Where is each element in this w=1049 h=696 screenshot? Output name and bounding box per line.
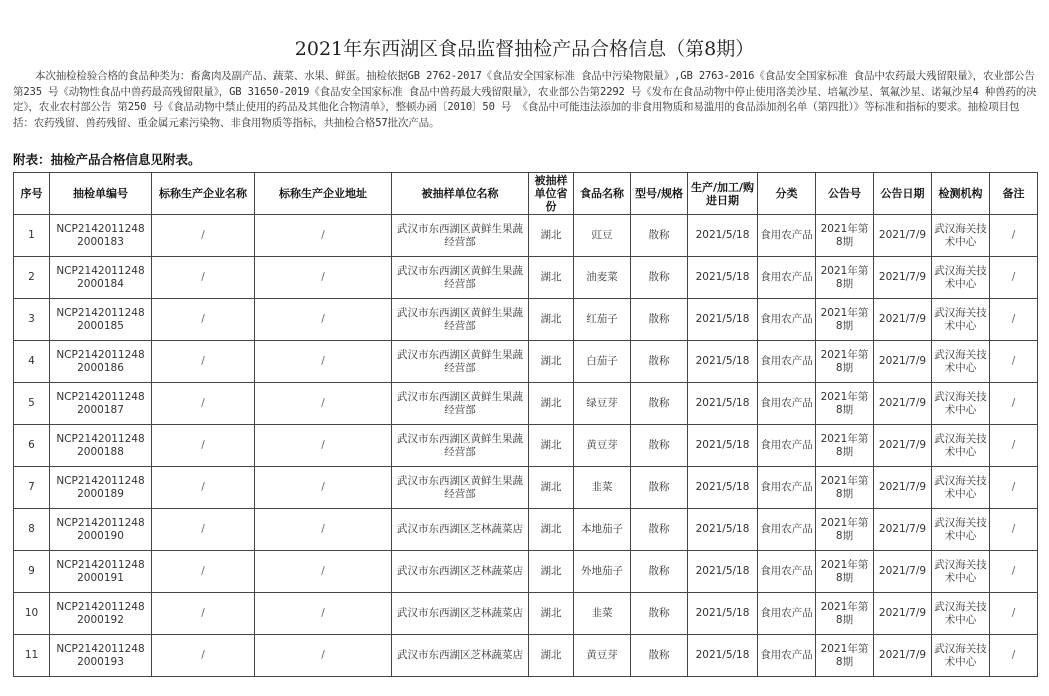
cell-index: 5 bbox=[14, 383, 50, 425]
cell-date: 2021/5/18 bbox=[688, 551, 758, 593]
cell-spec: 散称 bbox=[631, 551, 688, 593]
cell-notice-no: 2021年第8期 bbox=[816, 635, 874, 677]
table-row bbox=[14, 383, 1038, 425]
cell-category: 食用农产品 bbox=[758, 551, 816, 593]
col-header-lab: 检测机构 bbox=[932, 173, 990, 215]
cell-sample-id: NCP2142011248 2000188 bbox=[50, 425, 152, 467]
col-header-sample-id: 抽检单编号 bbox=[50, 173, 152, 215]
cell-sample-id: NCP2142011248 2000184 bbox=[50, 257, 152, 299]
cell-category: 食用农产品 bbox=[758, 383, 816, 425]
col-header-sampled-unit: 被抽样单位名称 bbox=[392, 173, 529, 215]
cell-remark: / bbox=[990, 635, 1038, 677]
cell-province: 湖北 bbox=[529, 425, 574, 467]
page-title: 2021年东西湖区食品监督抽检产品合格信息（第8期） bbox=[294, 38, 755, 60]
cell-remark: / bbox=[990, 341, 1038, 383]
col-header-category: 分类 bbox=[758, 173, 816, 215]
cell-food-name: 韭菜 bbox=[574, 467, 631, 509]
cell-food-name: 白茄子 bbox=[574, 341, 631, 383]
cell-notice-date: 2021/7/9 bbox=[874, 509, 932, 551]
cell-sampled-unit: 武汉市东西湖区芝林蔬菜店 bbox=[392, 593, 529, 635]
cell-date: 2021/5/18 bbox=[688, 299, 758, 341]
cell-lab: 武汉海关技术中心 bbox=[932, 593, 990, 635]
table-row bbox=[14, 635, 1038, 677]
cell-producer-name: / bbox=[152, 341, 255, 383]
cell-spec: 散称 bbox=[631, 509, 688, 551]
cell-food-name: 油麦菜 bbox=[574, 257, 631, 299]
cell-notice-no: 2021年第8期 bbox=[816, 593, 874, 635]
cell-index: 6 bbox=[14, 425, 50, 467]
cell-index: 10 bbox=[14, 593, 50, 635]
cell-index: 1 bbox=[14, 215, 50, 257]
cell-lab: 武汉海关技术中心 bbox=[932, 425, 990, 467]
cell-notice-no: 2021年第8期 bbox=[816, 383, 874, 425]
cell-spec: 散称 bbox=[631, 593, 688, 635]
cell-remark: / bbox=[990, 593, 1038, 635]
cell-sample-id: NCP2142011248 2000185 bbox=[50, 299, 152, 341]
cell-producer-name: / bbox=[152, 635, 255, 677]
cell-notice-date: 2021/7/9 bbox=[874, 635, 932, 677]
cell-notice-no: 2021年第8期 bbox=[816, 299, 874, 341]
cell-notice-date: 2021/7/9 bbox=[874, 341, 932, 383]
cell-lab: 武汉海关技术中心 bbox=[932, 551, 990, 593]
cell-notice-date: 2021/7/9 bbox=[874, 425, 932, 467]
cell-lab: 武汉海关技术中心 bbox=[932, 635, 990, 677]
col-header-remark: 备注 bbox=[990, 173, 1038, 215]
cell-spec: 散称 bbox=[631, 215, 688, 257]
cell-category: 食用农产品 bbox=[758, 593, 816, 635]
cell-sampled-unit: 武汉市东西湖区芝林蔬菜店 bbox=[392, 509, 529, 551]
cell-producer-name: / bbox=[152, 215, 255, 257]
cell-spec: 散称 bbox=[631, 467, 688, 509]
cell-producer-address: / bbox=[255, 299, 392, 341]
cell-index: 3 bbox=[14, 299, 50, 341]
cell-lab: 武汉海关技术中心 bbox=[932, 257, 990, 299]
cell-notice-date: 2021/7/9 bbox=[874, 299, 932, 341]
cell-food-name: 绿豆芽 bbox=[574, 383, 631, 425]
cell-food-name: 豇豆 bbox=[574, 215, 631, 257]
cell-sample-id: NCP2142011248 2000190 bbox=[50, 509, 152, 551]
cell-date: 2021/5/18 bbox=[688, 257, 758, 299]
cell-spec: 散称 bbox=[631, 425, 688, 467]
cell-sample-id: NCP2142011248 2000192 bbox=[50, 593, 152, 635]
cell-notice-no: 2021年第8期 bbox=[816, 509, 874, 551]
cell-province: 湖北 bbox=[529, 551, 574, 593]
col-header-province: 被抽样单位省份 bbox=[529, 173, 574, 215]
cell-notice-date: 2021/7/9 bbox=[874, 551, 932, 593]
appendix-heading: 附表：抽检产品合格信息见附表。 bbox=[13, 152, 201, 167]
cell-date: 2021/5/18 bbox=[688, 635, 758, 677]
cell-sampled-unit: 武汉市东西湖区黄鲜生果蔬经营部 bbox=[392, 341, 529, 383]
cell-food-name: 外地茄子 bbox=[574, 551, 631, 593]
cell-food-name: 黄豆芽 bbox=[574, 635, 631, 677]
cell-sampled-unit: 武汉市东西湖区黄鲜生果蔬经营部 bbox=[392, 425, 529, 467]
cell-province: 湖北 bbox=[529, 215, 574, 257]
cell-date: 2021/5/18 bbox=[688, 383, 758, 425]
cell-producer-address: / bbox=[255, 257, 392, 299]
cell-remark: / bbox=[990, 509, 1038, 551]
cell-spec: 散称 bbox=[631, 383, 688, 425]
cell-notice-no: 2021年第8期 bbox=[816, 425, 874, 467]
cell-sample-id: NCP2142011248 2000183 bbox=[50, 215, 152, 257]
cell-category: 食用农产品 bbox=[758, 341, 816, 383]
cell-province: 湖北 bbox=[529, 299, 574, 341]
cell-remark: / bbox=[990, 215, 1038, 257]
cell-index: 9 bbox=[14, 551, 50, 593]
table-row bbox=[14, 299, 1038, 341]
col-header-notice-date: 公告日期 bbox=[874, 173, 932, 215]
cell-province: 湖北 bbox=[529, 467, 574, 509]
cell-date: 2021/5/18 bbox=[688, 509, 758, 551]
cell-producer-address: / bbox=[255, 551, 392, 593]
table-row bbox=[14, 425, 1038, 467]
cell-notice-date: 2021/7/9 bbox=[874, 383, 932, 425]
cell-lab: 武汉海关技术中心 bbox=[932, 509, 990, 551]
cell-sampled-unit: 武汉市东西湖区黄鲜生果蔬经营部 bbox=[392, 299, 529, 341]
table-row bbox=[14, 215, 1038, 257]
cell-producer-address: / bbox=[255, 509, 392, 551]
cell-category: 食用农产品 bbox=[758, 215, 816, 257]
cell-producer-address: / bbox=[255, 635, 392, 677]
cell-index: 11 bbox=[14, 635, 50, 677]
cell-index: 7 bbox=[14, 467, 50, 509]
cell-producer-name: / bbox=[152, 425, 255, 467]
col-header-spec: 型号/规格 bbox=[631, 173, 688, 215]
cell-remark: / bbox=[990, 425, 1038, 467]
cell-sampled-unit: 武汉市东西湖区黄鲜生果蔬经营部 bbox=[392, 215, 529, 257]
cell-date: 2021/5/18 bbox=[688, 467, 758, 509]
cell-lab: 武汉海关技术中心 bbox=[932, 299, 990, 341]
table-row bbox=[14, 257, 1038, 299]
cell-sample-id: NCP2142011248 2000193 bbox=[50, 635, 152, 677]
cell-remark: / bbox=[990, 467, 1038, 509]
cell-lab: 武汉海关技术中心 bbox=[932, 383, 990, 425]
cell-producer-name: / bbox=[152, 551, 255, 593]
table-row bbox=[14, 341, 1038, 383]
cell-spec: 散称 bbox=[631, 299, 688, 341]
cell-notice-no: 2021年第8期 bbox=[816, 257, 874, 299]
cell-date: 2021/5/18 bbox=[688, 341, 758, 383]
cell-index: 4 bbox=[14, 341, 50, 383]
cell-producer-name: / bbox=[152, 299, 255, 341]
cell-producer-name: / bbox=[152, 383, 255, 425]
cell-category: 食用农产品 bbox=[758, 299, 816, 341]
cell-producer-name: / bbox=[152, 593, 255, 635]
table-row bbox=[14, 467, 1038, 509]
cell-notice-no: 2021年第8期 bbox=[816, 467, 874, 509]
col-header-food-name: 食品名称 bbox=[574, 173, 631, 215]
cell-sample-id: NCP2142011248 2000189 bbox=[50, 467, 152, 509]
cell-remark: / bbox=[990, 299, 1038, 341]
cell-category: 食用农产品 bbox=[758, 467, 816, 509]
cell-sample-id: NCP2142011248 2000186 bbox=[50, 341, 152, 383]
cell-sample-id: NCP2142011248 2000187 bbox=[50, 383, 152, 425]
inspection-table bbox=[13, 172, 1038, 677]
cell-notice-no: 2021年第8期 bbox=[816, 341, 874, 383]
cell-category: 食用农产品 bbox=[758, 257, 816, 299]
cell-producer-name: / bbox=[152, 509, 255, 551]
cell-sampled-unit: 武汉市东西湖区芝林蔬菜店 bbox=[392, 635, 529, 677]
col-header-index: 序号 bbox=[14, 173, 50, 215]
cell-date: 2021/5/18 bbox=[688, 215, 758, 257]
cell-date: 2021/5/18 bbox=[688, 593, 758, 635]
cell-sampled-unit: 武汉市东西湖区芝林蔬菜店 bbox=[392, 551, 529, 593]
cell-notice-no: 2021年第8期 bbox=[816, 215, 874, 257]
cell-date: 2021/5/18 bbox=[688, 425, 758, 467]
cell-notice-date: 2021/7/9 bbox=[874, 215, 932, 257]
cell-category: 食用农产品 bbox=[758, 509, 816, 551]
cell-food-name: 黄豆芽 bbox=[574, 425, 631, 467]
cell-province: 湖北 bbox=[529, 593, 574, 635]
cell-notice-date: 2021/7/9 bbox=[874, 467, 932, 509]
cell-producer-name: / bbox=[152, 257, 255, 299]
cell-spec: 散称 bbox=[631, 341, 688, 383]
cell-province: 湖北 bbox=[529, 341, 574, 383]
intro-paragraph: 本次抽检检验合格的食品种类为：畜禽肉及副产品、蔬菜、水果、鲜蛋。抽检依据GB 2762-2017《食品安全国家标准 食品中污染物限量》,GB 2763-2016《食品安全国家标准 食品中农药最大残留限量》，农业部公告第235 号《动物性食品中兽药最高残留限量》，GB 31650-2019《食品安全国家标准 食品中兽药最大残留限量》，农业部公告第2292 号《发布在食品动物中停止使用洛美沙星、培氟沙星、氧氟沙星、诺氟沙星4 种兽药的决定》，农业农村部公告 第250 号《食品动物中禁止使用的药品及其他化合物清单》，整顿办函〔2010〕50 号 《食品中可能违法添加的非食用物质和易滥用的食品添加剂名单（第四批）》等标准和指标的要求。抽检项目包括：农药残留、兽药残留、重金属元素污染物、非食用物质等指标，共抽检合格57批次产品。 bbox=[13, 70, 1037, 129]
table-row bbox=[14, 593, 1038, 635]
cell-province: 湖北 bbox=[529, 257, 574, 299]
cell-province: 湖北 bbox=[529, 509, 574, 551]
cell-lab: 武汉海关技术中心 bbox=[932, 341, 990, 383]
cell-producer-address: / bbox=[255, 593, 392, 635]
cell-producer-address: / bbox=[255, 383, 392, 425]
cell-producer-address: / bbox=[255, 215, 392, 257]
cell-notice-date: 2021/7/9 bbox=[874, 257, 932, 299]
table-row bbox=[14, 509, 1038, 551]
cell-spec: 散称 bbox=[631, 257, 688, 299]
cell-food-name: 红茄子 bbox=[574, 299, 631, 341]
col-header-producer-address: 标称生产企业地址 bbox=[255, 173, 392, 215]
cell-producer-address: / bbox=[255, 467, 392, 509]
table-row bbox=[14, 551, 1038, 593]
table-header-row bbox=[14, 173, 1038, 215]
cell-notice-no: 2021年第8期 bbox=[816, 551, 874, 593]
cell-sampled-unit: 武汉市东西湖区黄鲜生果蔬经营部 bbox=[392, 467, 529, 509]
col-header-notice-no: 公告号 bbox=[816, 173, 874, 215]
cell-lab: 武汉海关技术中心 bbox=[932, 467, 990, 509]
cell-index: 8 bbox=[14, 509, 50, 551]
cell-province: 湖北 bbox=[529, 635, 574, 677]
cell-producer-name: / bbox=[152, 467, 255, 509]
cell-sample-id: NCP2142011248 2000191 bbox=[50, 551, 152, 593]
cell-index: 2 bbox=[14, 257, 50, 299]
cell-lab: 武汉海关技术中心 bbox=[932, 215, 990, 257]
col-header-date: 生产/加工/购进日期 bbox=[688, 173, 758, 215]
cell-sampled-unit: 武汉市东西湖区黄鲜生果蔬经营部 bbox=[392, 257, 529, 299]
cell-producer-address: / bbox=[255, 425, 392, 467]
cell-remark: / bbox=[990, 383, 1038, 425]
cell-sampled-unit: 武汉市东西湖区黄鲜生果蔬经营部 bbox=[392, 383, 529, 425]
cell-food-name: 本地茄子 bbox=[574, 509, 631, 551]
cell-category: 食用农产品 bbox=[758, 635, 816, 677]
col-header-producer-name: 标称生产企业名称 bbox=[152, 173, 255, 215]
cell-category: 食用农产品 bbox=[758, 425, 816, 467]
cell-province: 湖北 bbox=[529, 383, 574, 425]
cell-spec: 散称 bbox=[631, 635, 688, 677]
cell-producer-address: / bbox=[255, 341, 392, 383]
cell-notice-date: 2021/7/9 bbox=[874, 593, 932, 635]
table-body bbox=[14, 215, 1038, 677]
cell-remark: / bbox=[990, 257, 1038, 299]
cell-food-name: 韭菜 bbox=[574, 593, 631, 635]
cell-remark: / bbox=[990, 551, 1038, 593]
